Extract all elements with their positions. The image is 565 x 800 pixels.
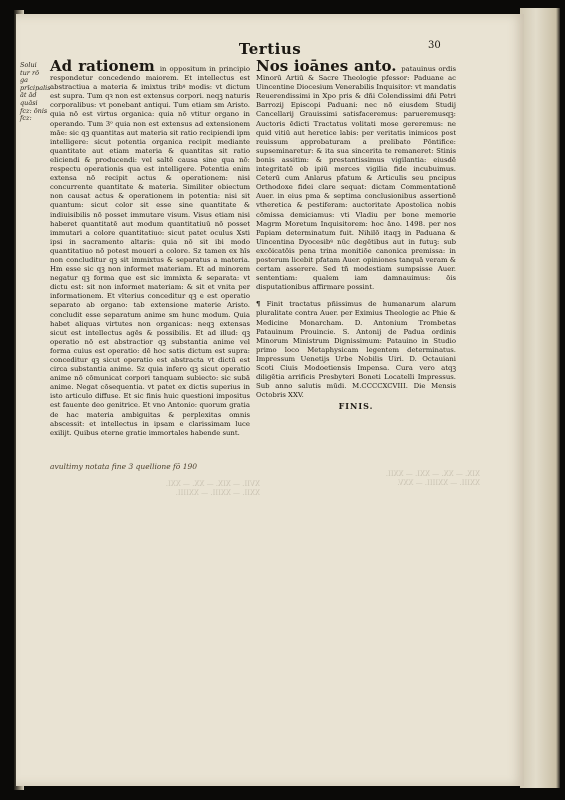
show-through-right: XIX. — XX. — XXI. — XXII. XXIII. — XXIIII. — XXV. — [385, 470, 480, 487]
paragraph-mark-icon: ¶ — [256, 300, 261, 309]
right-text-column — [256, 57, 456, 412]
page-fore-edge — [520, 8, 560, 788]
colophon — [256, 300, 456, 400]
handwritten-annotation: avultimy notata fine 3 quellione fō 190 — [50, 462, 198, 471]
left-column-text: in oppositum in principio respondetur concedendo maiorem. Et intellectus est abstractiua a materia & imixtus tribꝰ modis: vt dictum est supra. Tum qꝛ non est extensus corpori. neqꝫ naturis corporalibus: vt ponebant antiqui. Tum etiam sm Aristo. quia nō est virtus organica: quia nō vtitur organo in operando. Tum 3ᵒ quia non est extensus ad extensionem māe: sic qꝫ quantitas aut materia sit ratio recipiendi ipm intelligere: sicut potentia organica recipit mediante quantitate aut etiam materia & quantitas sit ratio eliciendi & producendi: vel saltē causa sine qua nō: respectu operationis qua est intelligere. Potentia enim extensa nō recipit actus & operationem: nisi concurrente quantitate & materia. Similiter obiectum non causat actus & operationem in potentia: nisi sit quantum: sicut color sit esse sine quantitate & indiuisibilis nō posset immutare visum. Visus etiam nisi haberet quantitatē aut modum quantitatiuū nō posset immutari a colore quantitatiuo: sicut patet oculus Xsti ipsi in sacramento altaris: quia nō sit ibi modo quantitatiuo nō potest moueri a colore. Sz tamen ex hīs non concluditur qꝫ sit immixtus & separatus a materia. Hm esse sic qꝫ non informet materiam. Et ad minorem negatur qꝫ forma que est sic immixta & separata: vt dictu est: sit non informet materiam: & sit et vnita per informationem. Et vlterius conceditur qꝫ e est operatio separato ab organo: tab extensione materie Aristo. concludit esse separatum anime sm hunc modum. Quia habet aliquas virtutes non organicas: neqꝫ extensas sicut est intellectus agēs & possibilis. Et ad illud: qꝫ operatio nō est abstractior qꝫ substantia anime vel forma cuius est operatio: dē hoc satis dictum est supra: conceditur qꝫ sicut operatio est abstracta vt dictū est circa substantia anime. Sz quia infero qꝫ sicut operatio anime nō cōmunicat corpori tanquam subiecto: sic subā anime. Negat cōsequentia. vt patet ex dictis superius in isto articulo diffuse. Et sic finis huic questioni impositus est fauente deo genitrice. Et vno Antonio: quorum gratia de hac materia ambiguitas & perplexitas omnis abscessit: et intellectus in ipsam e clarissimam luce exilijt. Quibus eterne gratie immortales habende sunt. — [50, 65, 250, 437]
folio-number: 30 — [428, 40, 441, 51]
left-text-column — [50, 57, 250, 438]
right-column-text: patauinus ordis Minorū Artiū & Sacre Theologie pfessor: Paduane ac Uincentine Diocesium Venerabilis Inquisitor: vt mandatis Reuerendissimi in Xpo pris & dñi Colendissimi dñi Petri Barrozij Episcopi Paduani: nec nō eiusdem Studij Cancellarij Grauissimi satisfaceremus: parueremusqꝫ: Auctoris ēdicti Tractatus volitati mose gereremus: ne quid vitiū aut heretice labis: per veritatis inimicos post reuissum approbaturam a prelibato Pōntifice: supseminaretur: & ita sua sincerita te remaneret: Stinis bonis assitim: & prestantissimus vigilantia: eiusdē integritatē ob ipiū merces vigilia fide incubuimus. Ceterū cum Anlarus pfatum & Articulis seu pncipus Orthodoxe fidei clare sequat: dictam Commentationē Auer. in eius pma & septima conclusionibus assertionē vtheretica & pestiferam: auctoritate Apostolica nobis cōmissa demiciamus: vti Vladiu per bone memorie Magrm Moretum Inquisitorem: hoc āno. 1498. per nos Papiam determinatum fuit. Nihilō itaqꝫ in Paduana & Uincentina Dyocesibꝰ nūc degētibus aut in futuꝫ: sub excōicatōis pena trina monitiōe canonica premissa: in posterum licebit pfatam Auer. opiniones tanquā veram & certam asserere. Sed tñ modestiam sumpsisse Auer. sententiam: qualem iam damnauimus: ōis disputationibus affirmare possint. — [256, 65, 456, 292]
right-lead-word: Nos ioānes anto. — [256, 57, 397, 75]
show-through-left: XVII. — XIX. — XX. — XXI. XXII. — XXIII. — XXIIII. — [165, 480, 260, 497]
marginal-note: Solui tur rō ga prīcipalis āt ād quāsi fcz: ōnis fcz: — [20, 61, 51, 123]
left-lead-word: Ad rationem — [50, 57, 155, 75]
finis-line: FINIS. — [338, 401, 374, 412]
running-head: Tertius — [238, 40, 302, 58]
colophon-text: Finit tractatus pñissimus de humanarum alarum pluralitate contra Auer. per Eximius Theologie ac Phie & Medicine Monarcham. D. Antonium Trombetas Patauinum Prouincie. S. Antonij de Padua ordinis Minorum Ministrum Dignissimum: Patauino in Studio primo loco Metaphysicam legentem determinatus. Impressum Uenetijs Urbe Nobilis Uiri. D. Octauiani Scoti Ciuis Modoetiensis Impensa. Cura vero atqꝫ diligētia arrificis Presbyteri Boneti Locatelli Impressus. Sub anno salutis mūdi. M.CCCCXCVIII. Die Mensis Octobris XXV. — [256, 300, 456, 400]
